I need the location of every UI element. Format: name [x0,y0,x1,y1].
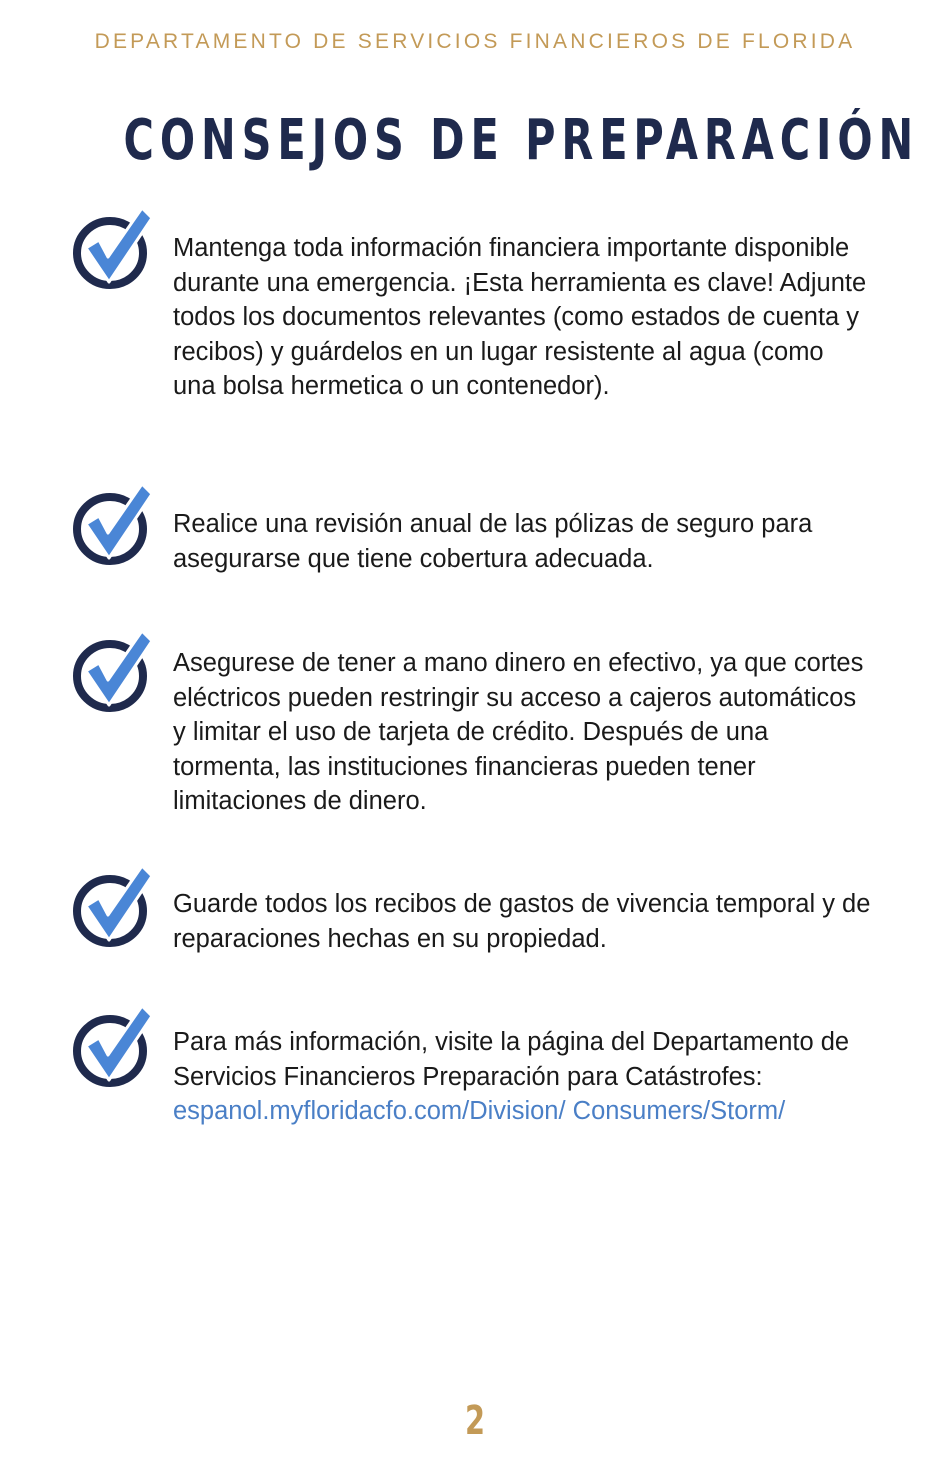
tip-text: Asegurese de tener a mano dinero en efectivo, ya que cortes eléctricos pueden restringir su acceso a cajeros automáticos y limitar el uso de tarjeta de crédito. Después de una tormenta, las instituciones financieras pueden tener limitaciones de dinero. [173,649,864,815]
tip-text: Realice una revisión anual de las pólizas de seguro para asegurarse que tiene cobertura adecuada. [173,510,813,573]
storm-preparedness-link[interactable]: espanol.myfloridacfo.com/Division/ Consumers/Storm/ [173,1097,786,1125]
page-number: 2 [464,1398,486,1444]
checkmark-icon [64,204,156,290]
page-title: CONSEJOS DE PREPARACIÓN [123,108,920,173]
department-header: DEPARTAMENTO DE SERVICIOS FINANCIEROS DE FLORIDA [94,30,856,53]
checkmark-icon [64,627,156,713]
tip-text-body: Para más información, visite la página del Departamento de Servicios Financieros Preparación para Catástrofes: [173,1028,850,1091]
checkmark-icon [64,480,156,566]
tip-text: Guarde todos los recibos de gastos de vivencia temporal y de reparaciones hechas en su propiedad. [173,890,871,953]
tip-text [173,1025,873,1129]
checkmark-icon [64,862,156,948]
checkmark-icon [64,1002,156,1088]
tip-text: Mantenga toda información financiera importante disponible durante una emergencia. ¡Esta herramienta es clave! Adjunte todos los documentos relevantes (como estados de cuenta y recibos) y guárdelos en un lugar resistente al agua (como una bolsa hermetica o un contenedor). [173,234,867,400]
